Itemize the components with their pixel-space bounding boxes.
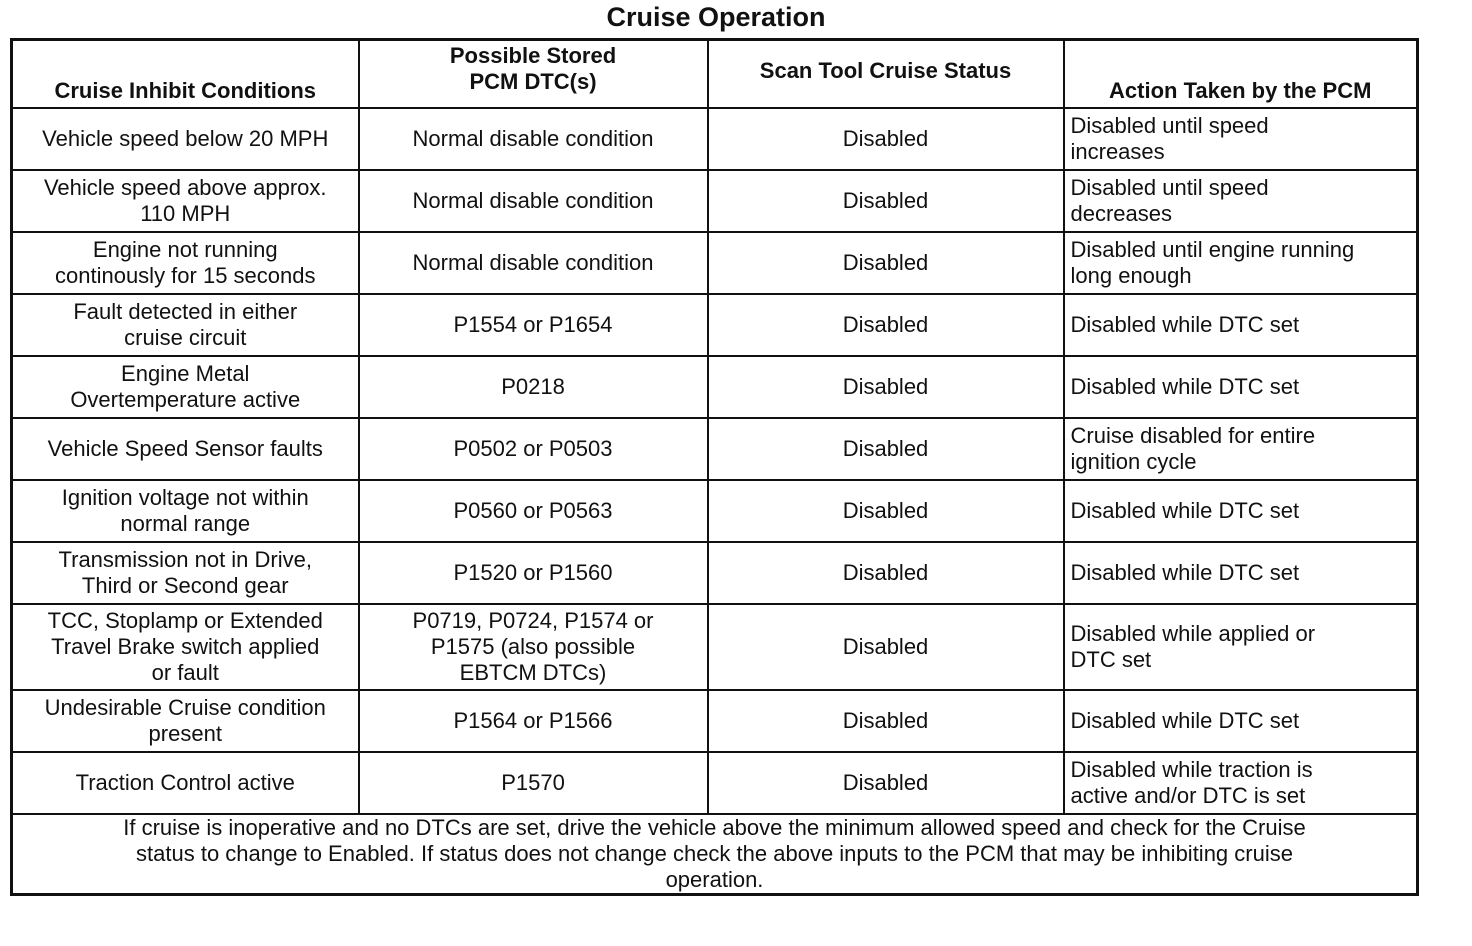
action-cell-line: Disabled while DTC set bbox=[1070, 708, 1300, 733]
condition-cell-line: Traction Control active bbox=[75, 770, 295, 795]
dtc-cell bbox=[359, 294, 708, 356]
footnote-line: operation. bbox=[665, 867, 764, 892]
condition-cell-line: Third or Second gear bbox=[81, 573, 289, 598]
action-cell bbox=[1064, 170, 1418, 232]
table-row bbox=[12, 418, 1418, 480]
condition-cell bbox=[12, 690, 359, 752]
action-cell bbox=[1064, 294, 1418, 356]
header-dtc-line1: Possible Stored bbox=[449, 43, 617, 68]
action-cell-line: Disabled until speed bbox=[1070, 175, 1269, 200]
action-cell-line: Disabled until speed bbox=[1070, 113, 1269, 138]
table-row bbox=[12, 170, 1418, 232]
action-cell-line: increases bbox=[1070, 139, 1165, 164]
table-row bbox=[12, 480, 1418, 542]
cruise-operation-table bbox=[10, 38, 1419, 896]
condition-cell-line: continously for 15 seconds bbox=[55, 263, 316, 288]
condition-cell-line: Engine Metal bbox=[121, 361, 250, 386]
status-cell: Disabled bbox=[708, 752, 1064, 814]
condition-cell bbox=[12, 752, 359, 814]
status-cell: Disabled bbox=[708, 356, 1064, 418]
condition-cell bbox=[12, 604, 359, 690]
table-row bbox=[12, 752, 1418, 814]
action-cell bbox=[1064, 542, 1418, 604]
action-cell bbox=[1064, 108, 1418, 170]
condition-cell-line: Vehicle speed below 20 MPH bbox=[42, 126, 329, 151]
action-cell-line: Disabled until engine running bbox=[1070, 237, 1355, 262]
action-cell-line: Disabled while DTC set bbox=[1070, 498, 1300, 523]
dtc-cell-line: P0502 or P0503 bbox=[453, 436, 613, 461]
table-row bbox=[12, 294, 1418, 356]
action-cell-line: ignition cycle bbox=[1070, 449, 1197, 474]
condition-cell bbox=[12, 418, 359, 480]
dtc-cell bbox=[359, 108, 708, 170]
dtc-cell bbox=[359, 170, 708, 232]
action-cell-line: long enough bbox=[1070, 263, 1192, 288]
condition-cell-line: 110 MPH bbox=[140, 201, 231, 226]
dtc-cell-line: P0560 or P0563 bbox=[453, 498, 613, 523]
condition-cell bbox=[12, 294, 359, 356]
status-cell: Disabled bbox=[708, 690, 1064, 752]
dtc-cell bbox=[359, 542, 708, 604]
dtc-cell-line: P1564 or P1566 bbox=[453, 708, 613, 733]
action-cell bbox=[1064, 604, 1418, 690]
condition-cell-line: Travel Brake switch applied bbox=[51, 634, 320, 659]
dtc-cell-line: P1575 (also possible bbox=[430, 634, 636, 659]
condition-cell-line: present bbox=[148, 721, 222, 746]
action-cell-line: Cruise disabled for entire bbox=[1070, 423, 1316, 448]
action-cell bbox=[1064, 232, 1418, 294]
header-conditions: Cruise Inhibit Conditions bbox=[12, 40, 359, 109]
action-cell bbox=[1064, 356, 1418, 418]
action-cell-line: Disabled while applied or bbox=[1070, 621, 1316, 646]
dtc-cell bbox=[359, 752, 708, 814]
dtc-cell bbox=[359, 480, 708, 542]
header-row bbox=[12, 40, 1418, 109]
dtc-cell bbox=[359, 356, 708, 418]
action-cell bbox=[1064, 480, 1418, 542]
condition-cell-line: Transmission not in Drive, bbox=[58, 547, 312, 572]
condition-cell-line: Engine not running bbox=[92, 237, 278, 262]
action-cell-line: Disabled while DTC set bbox=[1070, 312, 1300, 337]
condition-cell-line: Undesirable Cruise condition bbox=[44, 695, 326, 720]
condition-cell-line: or fault bbox=[151, 660, 219, 685]
table-row bbox=[12, 690, 1418, 752]
dtc-cell-line: P0719, P0724, P1574 or bbox=[412, 608, 654, 633]
dtc-cell-line: P1570 bbox=[501, 770, 565, 795]
condition-cell bbox=[12, 170, 359, 232]
footnote-line: If cruise is inoperative and no DTCs are set, drive the vehicle above the minimum allowed speed and check for the Cruise bbox=[123, 815, 1306, 840]
dtc-cell bbox=[359, 604, 708, 690]
table-row bbox=[12, 542, 1418, 604]
header-dtc-line2: PCM DTC(s) bbox=[469, 69, 597, 94]
table-row bbox=[12, 108, 1418, 170]
status-cell: Disabled bbox=[708, 418, 1064, 480]
action-cell bbox=[1064, 418, 1418, 480]
status-cell: Disabled bbox=[708, 170, 1064, 232]
footnote-line: status to change to Enabled. If status does not change check the above inputs to the PCM that may be inhibiting cruise bbox=[136, 841, 1293, 866]
dtc-cell-line: Normal disable condition bbox=[412, 188, 654, 213]
action-cell-line: decreases bbox=[1070, 201, 1173, 226]
condition-cell-line: Fault detected in either bbox=[73, 299, 298, 324]
condition-cell bbox=[12, 480, 359, 542]
dtc-cell-line: Normal disable condition bbox=[412, 126, 654, 151]
condition-cell bbox=[12, 108, 359, 170]
dtc-cell-line: P0218 bbox=[501, 374, 565, 399]
action-cell-line: DTC set bbox=[1070, 647, 1152, 672]
condition-cell-line: Ignition voltage not within bbox=[61, 485, 309, 510]
footnote-row bbox=[12, 814, 1418, 895]
dtc-cell bbox=[359, 418, 708, 480]
condition-cell-line: Vehicle Speed Sensor faults bbox=[47, 436, 323, 461]
condition-cell bbox=[12, 542, 359, 604]
status-cell: Disabled bbox=[708, 480, 1064, 542]
status-cell: Disabled bbox=[708, 108, 1064, 170]
dtc-cell bbox=[359, 690, 708, 752]
page-title: Cruise Operation bbox=[606, 2, 826, 32]
table-row bbox=[12, 356, 1418, 418]
status-cell: Disabled bbox=[708, 542, 1064, 604]
dtc-cell-line: P1520 or P1560 bbox=[453, 560, 613, 585]
status-cell: Disabled bbox=[708, 232, 1064, 294]
dtc-cell-line: P1554 or P1654 bbox=[453, 312, 613, 337]
dtc-cell-line: EBTCM DTCs) bbox=[459, 660, 607, 685]
action-cell bbox=[1064, 690, 1418, 752]
condition-cell-line: TCC, Stoplamp or Extended bbox=[47, 608, 323, 633]
condition-cell bbox=[12, 232, 359, 294]
action-cell-line: Disabled while traction is bbox=[1070, 757, 1313, 782]
table-row bbox=[12, 232, 1418, 294]
status-cell: Disabled bbox=[708, 604, 1064, 690]
table-row bbox=[12, 604, 1418, 690]
status-cell: Disabled bbox=[708, 294, 1064, 356]
footnote bbox=[12, 814, 1418, 895]
condition-cell bbox=[12, 356, 359, 418]
condition-cell-line: Overtemperature active bbox=[70, 387, 301, 412]
header-scan-status: Scan Tool Cruise Status bbox=[708, 40, 1064, 109]
condition-cell-line: cruise circuit bbox=[124, 325, 247, 350]
dtc-cell-line: Normal disable condition bbox=[412, 250, 654, 275]
header-action: Action Taken by the PCM bbox=[1064, 40, 1418, 109]
action-cell-line: Disabled while DTC set bbox=[1070, 374, 1300, 399]
dtc-cell bbox=[359, 232, 708, 294]
condition-cell-line: Vehicle speed above approx. bbox=[43, 175, 327, 200]
condition-cell-line: normal range bbox=[120, 511, 251, 536]
action-cell-line: Disabled while DTC set bbox=[1070, 560, 1300, 585]
header-dtc bbox=[359, 40, 708, 109]
action-cell-line: active and/or DTC is set bbox=[1070, 783, 1306, 808]
action-cell bbox=[1064, 752, 1418, 814]
